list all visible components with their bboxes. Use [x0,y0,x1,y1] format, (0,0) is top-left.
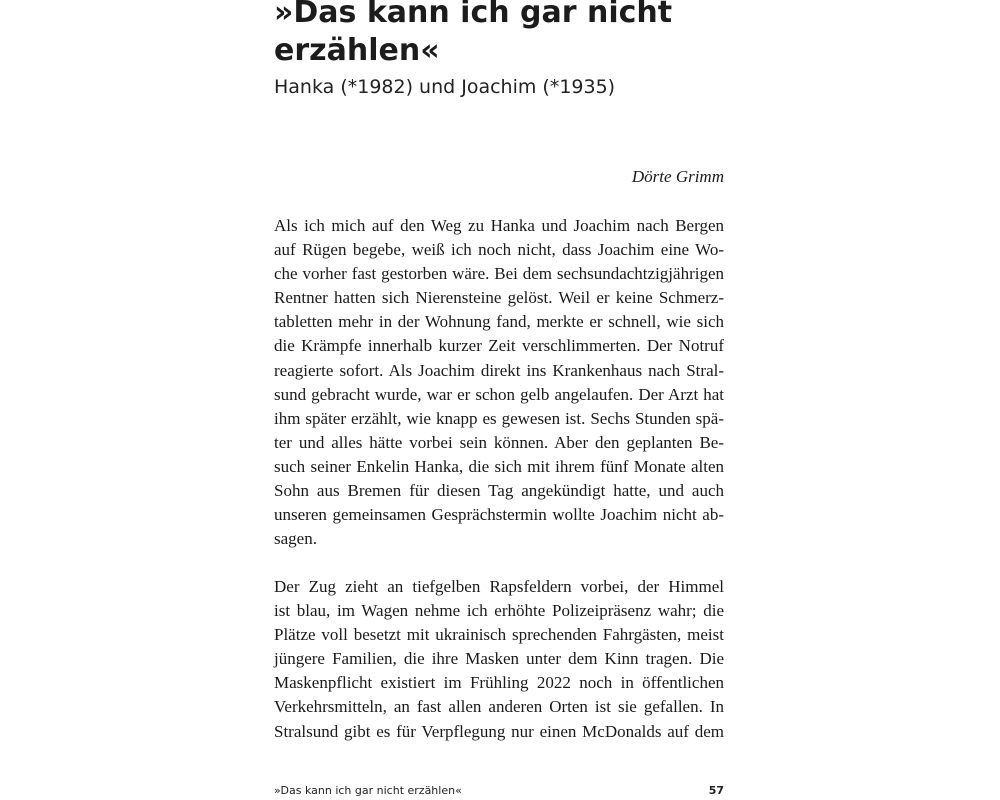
text-line: ihm später erzählt, wie knapp es gewesen ist. Sechs Stunden spä- [274,408,724,428]
body-paragraph [274,575,724,744]
text-line: Der Zug zieht an tiefgelben Rapsfeldern vorbei, der Himmel [274,577,724,596]
chapter-subtitle: Hanka (*1982) und Joachim (*1935) [274,76,616,98]
chapter-title-line: erzählen« [274,33,440,68]
text-line: sagen. [274,529,317,549]
text-line: die Krämpfe innerhalb kurzer Zeit verschlimmerten. Der Notruf [274,336,724,356]
text-line: such seiner Enkelin Hanka, die sich mit ihrem fünf Monate alten [274,456,724,476]
text-line: tabletten mehr in der Wohnung fand, merkte er schnell, wie sich [274,312,724,332]
running-title: »Das kann ich gar nicht erzählen« [274,784,462,797]
page-footer [274,782,724,800]
text-line: Plätze voll besetzt mit ukrainisch sprechenden Fahrgästen, meist [274,625,724,645]
text-line: sund gebracht wurde, war er schon gelb angelaufen. Der Arzt hat [274,384,724,404]
chapter-title-line: »Das kann ich gar nicht [274,0,673,30]
text-line: unseren gemeinsamen Gesprächstermin wollte Joachim nicht ab- [274,505,724,525]
text-line: Stralsund gibt es für Verpflegung nur einen McDonalds auf dem [274,721,724,741]
text-line: che vorher fast gestorben wäre. Bei dem sechsundachtzigjährigen [274,264,724,284]
text-line: Sohn aus Bremen für diesen Tag angekündigt hatte, und auch [274,481,724,501]
text-line: jüngere Familien, die ihre Masken unter dem Kinn tragen. Die [274,649,724,669]
text-line: ist blau, im Wagen nehme ich erhöhte Polizeipräsenz wahr; die [274,601,724,621]
text-line: ter und alles hätte vorbei sein können. Aber den geplanten Be- [274,432,724,452]
text-line: Rentner hatten sich Nierensteine gelöst. Weil er keine Schmerz- [274,288,724,308]
text-line: auf Rügen begebe, weiß ich noch nicht, dass Joachim eine Wo- [274,240,724,260]
text-line: Maskenpflicht existiert im Frühling 2022 noch in öffentlichen [274,673,724,693]
text-line: Verkehrsmitteln, an fast allen anderen Orten ist sie gefallen. In [274,697,724,717]
body-paragraph [274,214,724,551]
text-line: Als ich mich auf den Weg zu Hanka und Joachim nach Bergen [274,216,724,235]
author-name: Dörte Grimm [631,167,724,186]
text-line: reagierte sofort. Als Joachim direkt ins Krankenhaus nach Stral- [274,360,724,380]
chapter-title [274,0,734,70]
page-number: 57 [708,784,724,797]
